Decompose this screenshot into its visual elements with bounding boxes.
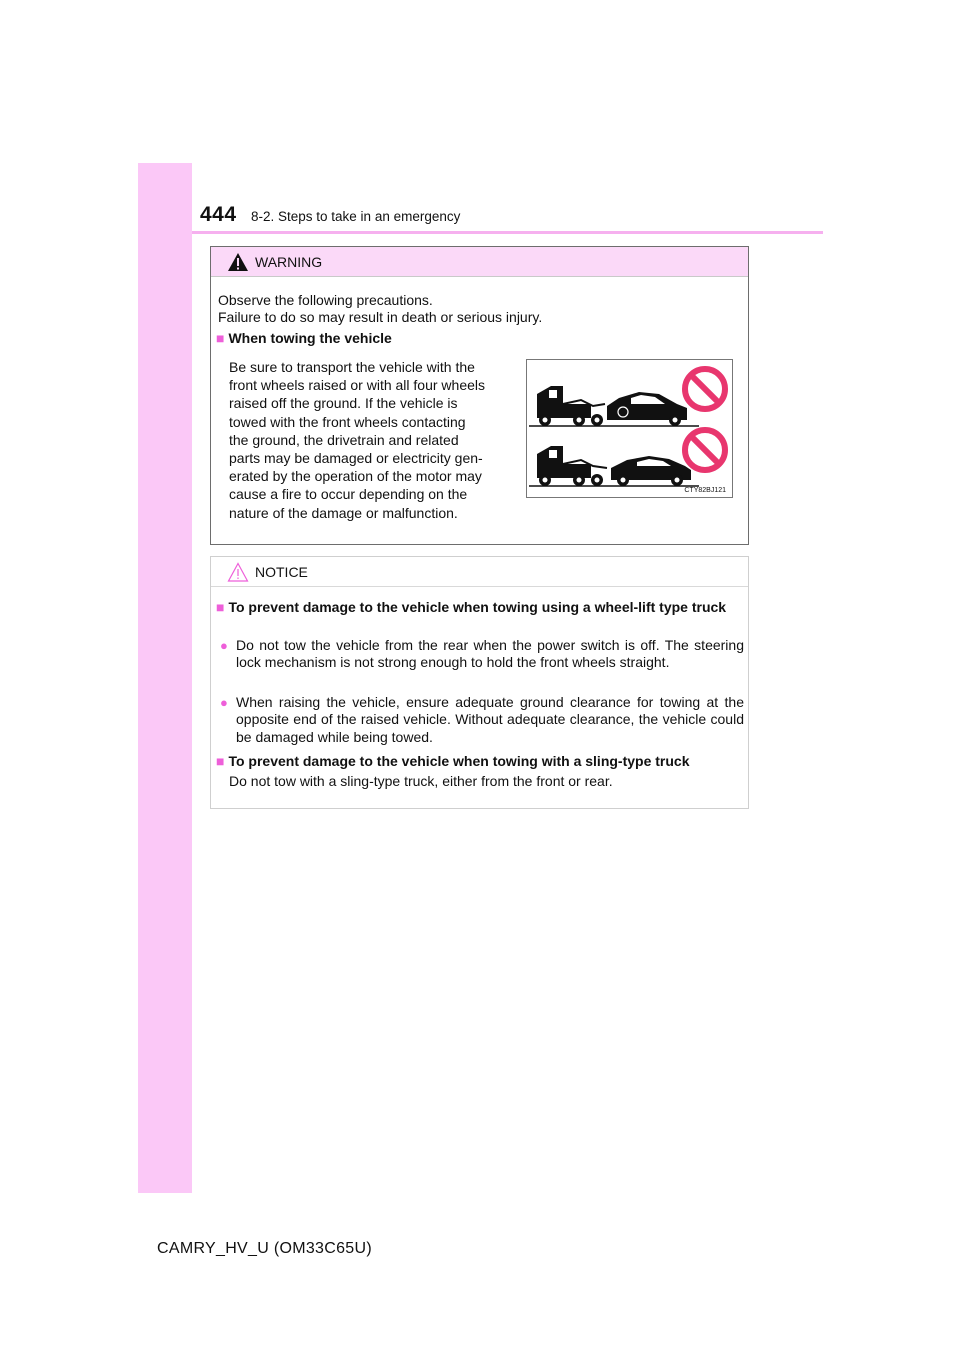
prohibited-icon <box>681 426 729 474</box>
notice-body: Do not tow with a sling-type truck, either from the front or rear. <box>229 773 613 789</box>
warning-intro <box>218 292 542 326</box>
notice-bullet-text: When raising the vehicle, ensure adequate ground clearance for towing at the opposite end of the raised vehicle. Without adequate clearance, the vehicle could be damaged while being towed. <box>236 694 744 745</box>
notice-triangle-icon <box>227 562 249 582</box>
warning-subheading <box>216 330 392 347</box>
pink-square-bullet-icon: ■ <box>216 599 225 615</box>
warning-body-line: the ground, the drivetrain and related <box>229 431 459 448</box>
warning-body <box>229 358 507 522</box>
chapter-side-band <box>138 163 192 1193</box>
warning-body-line: nature of the damage or malfunction. <box>229 504 458 521</box>
section-title: 8-2. Steps to take in an emergency <box>251 209 461 224</box>
notice-subheading-wheel-lift <box>216 599 744 616</box>
prohibited-icon <box>681 365 729 413</box>
notice-subheading-sling <box>216 753 744 770</box>
warning-body-line: erated by the operation of the motor may <box>229 468 482 485</box>
pink-square-bullet-icon: ■ <box>216 753 225 769</box>
notice-title: NOTICE <box>255 564 308 580</box>
warning-body-line: front wheels raised or with all four wheels <box>229 377 486 394</box>
notice-bullet-item <box>218 694 744 746</box>
warning-body-line: Be sure to transport the vehicle with the <box>229 359 475 375</box>
pink-circle-bullet-icon: ● <box>220 638 228 653</box>
header-rule <box>192 231 823 234</box>
pink-circle-bullet-icon: ● <box>220 695 228 710</box>
notice-bullet-text: Do not tow the vehicle from the rear when the power switch is off. The steering lock mechanism is not strong enough to hold the front wheels straight. <box>236 637 744 671</box>
warning-triangle-icon <box>227 252 249 272</box>
warning-header <box>211 247 748 277</box>
warning-body-line: towed with the front wheels contacting <box>229 413 466 430</box>
footer-model-code: CAMRY_HV_U (OM33C65U) <box>157 1240 372 1257</box>
towing-illustration <box>526 359 733 498</box>
notice-subheading-text: To prevent damage to the vehicle when towing using a wheel-lift type truck <box>228 599 727 615</box>
notice-subheading-text: To prevent damage to the vehicle when towing with a sling-type truck <box>228 753 690 769</box>
illustration-code: CTY82BJ121 <box>684 487 726 494</box>
pink-square-bullet-icon: ■ <box>216 330 225 346</box>
warning-body-line: parts may be damaged or electricity gen- <box>229 450 483 467</box>
notice-bullet-item <box>218 637 744 672</box>
page-number: 444 <box>200 203 237 226</box>
notice-header <box>211 557 748 587</box>
warning-body-line: cause a fire to occur depending on the <box>229 486 468 503</box>
warning-intro-line: Observe the following precautions. <box>218 292 433 308</box>
warning-box <box>210 246 749 545</box>
warning-title: WARNING <box>255 254 323 270</box>
notice-box <box>210 556 749 809</box>
warning-body-line: raised off the ground. If the vehicle is <box>229 395 458 412</box>
warning-intro-line: Failure to do so may result in death or serious injury. <box>218 309 543 325</box>
warning-subheading-text: When towing the vehicle <box>228 330 392 346</box>
